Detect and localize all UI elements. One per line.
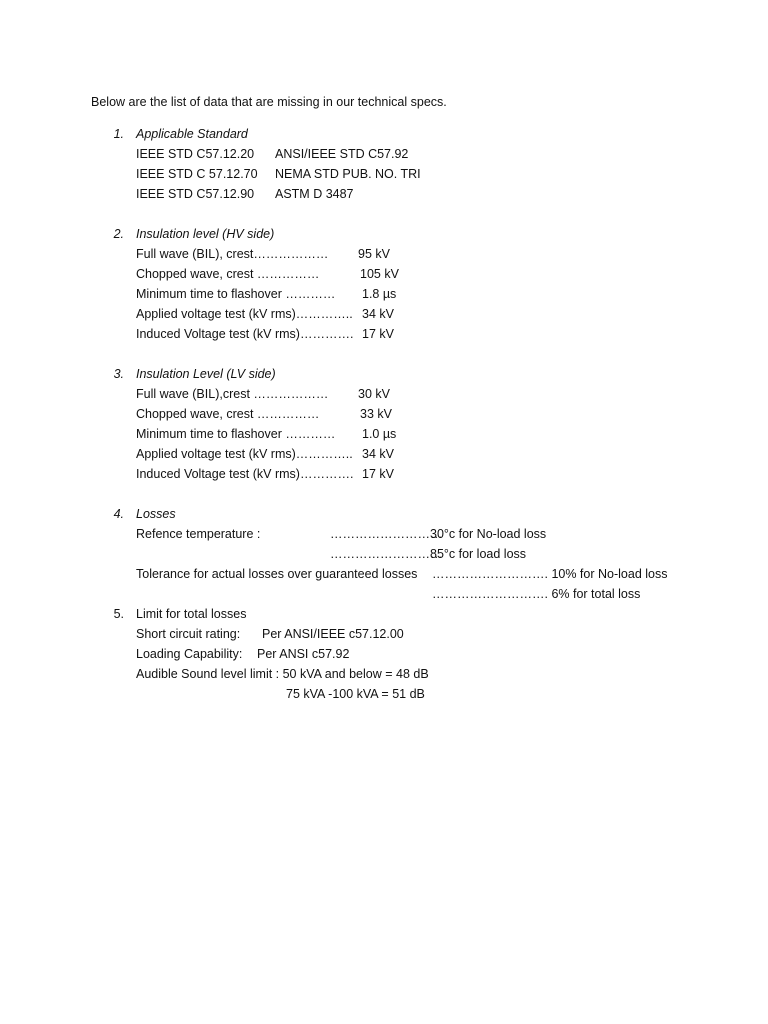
lv-row-value: 34 kV <box>362 447 394 461</box>
section-5-heading: Limit for total losses <box>136 607 247 621</box>
intro-text: Below are the list of data that are missing in our technical specs. <box>91 95 447 109</box>
lv-row-label: Full wave (BIL),crest ……………… <box>136 387 329 401</box>
section-3-number: 3. <box>113 367 124 381</box>
hv-row-value: 105 kV <box>360 267 399 281</box>
standard-left-1: IEEE STD C57.12.20 <box>136 147 255 161</box>
section-4-number: 4. <box>113 507 124 521</box>
lv-row-value: 30 kV <box>358 387 390 401</box>
sound-limit-line-1: Audible Sound level limit : 50 kVA and below = 48 dB <box>136 667 429 681</box>
loading-capability-value: Per ANSI c57.92 <box>257 647 350 661</box>
loading-capability-label: Loading Capability: <box>136 647 243 661</box>
section-5-number: 5. <box>113 607 124 621</box>
section-2-heading: Insulation level (HV side) <box>136 227 275 241</box>
lv-row-value: 33 kV <box>360 407 392 421</box>
lv-row-label: Applied voltage test (kV rms)………….. <box>136 447 353 461</box>
lv-row-value: 1.0 µs <box>362 427 397 441</box>
hv-row-value: 1.8 µs <box>362 287 397 301</box>
hv-row-label: Applied voltage test (kV rms)………….. <box>136 307 353 321</box>
ref-temp-label: Refence temperature : <box>136 527 261 541</box>
standard-right-1: ANSI/IEEE STD C57.92 <box>275 147 409 161</box>
section-2-number: 2. <box>113 227 124 241</box>
lv-row-label: Minimum time to flashover ………… <box>136 427 336 441</box>
section-3-heading: Insulation Level (LV side) <box>136 367 276 381</box>
hv-row-value: 17 kV <box>362 327 394 341</box>
standard-left-3: IEEE STD C57.12.90 <box>136 187 255 201</box>
lv-row-value: 17 kV <box>362 467 394 481</box>
standard-right-3: ASTM D 3487 <box>275 187 354 201</box>
hv-row-value: 34 kV <box>362 307 394 321</box>
lv-row-label: Induced Voltage test (kV rms)…………. <box>136 467 354 481</box>
short-circuit-label: Short circuit rating: <box>136 627 241 641</box>
ref-temp-value-2: 85°c for load loss <box>430 547 527 561</box>
standard-left-2: IEEE STD C 57.12.70 <box>136 167 258 181</box>
section-4-heading: Losses <box>136 507 176 521</box>
tolerance-value-2: ………………………. 6% for total loss <box>432 587 641 601</box>
tolerance-label: Tolerance for actual losses over guaranteed losses <box>136 567 418 581</box>
ref-temp-value-1: 30°c for No-load loss <box>430 527 547 541</box>
tolerance-value-1: ………………………. 10% for No-load loss <box>432 567 668 581</box>
section-1-number: 1. <box>113 127 124 141</box>
ref-temp-dots-1: ……………………… <box>330 527 443 541</box>
hv-row-label: Minimum time to flashover ………… <box>136 287 336 301</box>
hv-row-value: 95 kV <box>358 247 390 261</box>
lv-row-label: Chopped wave, crest …………… <box>136 407 320 421</box>
sound-limit-line-2: 75 kVA -100 kVA = 51 dB <box>286 687 425 701</box>
standard-right-2: NEMA STD PUB. NO. TRI <box>275 167 421 181</box>
hv-row-label: Induced Voltage test (kV rms)…………. <box>136 327 354 341</box>
hv-row-label: Full wave (BIL), crest……………… <box>136 247 329 261</box>
short-circuit-value: Per ANSI/IEEE c57.12.00 <box>262 627 404 641</box>
hv-row-label: Chopped wave, crest …………… <box>136 267 320 281</box>
section-1-heading: Applicable Standard <box>136 127 248 141</box>
ref-temp-dots-2: ……………………… <box>330 547 443 561</box>
